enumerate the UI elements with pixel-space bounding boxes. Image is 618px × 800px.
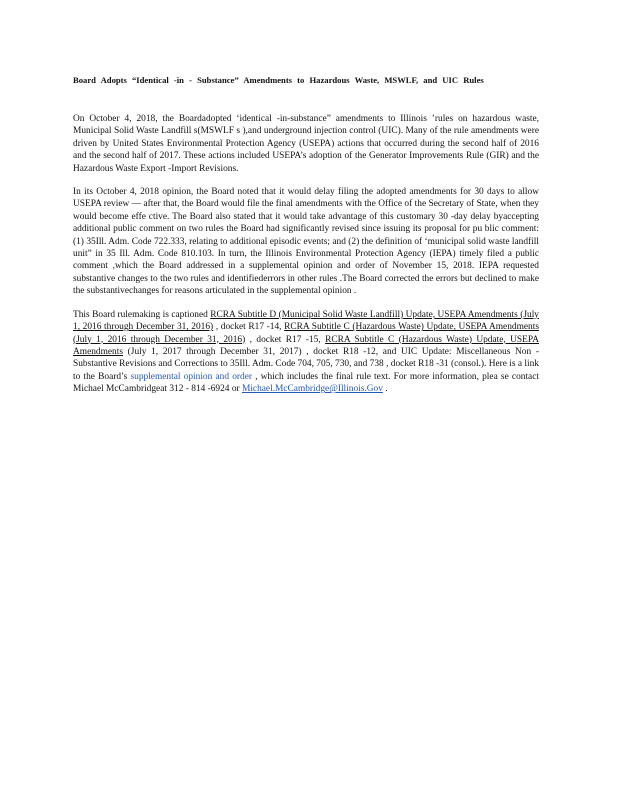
caption-text-1: This Board rulemaking is captioned (73, 309, 211, 320)
docket-r18-12-title: RCRA Subtitle C (Hazardous Waste) Update, USEPA Amendments (73, 334, 539, 357)
email-link[interactable]: Michael.McCambridge@Illinois.Gov (241, 384, 383, 395)
docket-r17-15-title: RCRA Subtitle C (Hazardous Waste) Update, USEPA Amendments (July 1, 2016 through December 31, 2016) (73, 322, 539, 345)
paragraph-opinion: In its October 4, 2018 opinion, the Board noted that it would delay filing the adopted amendments for 30 days to allow USEPA review — after that, the Board would file the final amendments with the Office of the Secretary of State, when they would become effe ctive. The Board also stated that it would take advantage of this customary 30 -day delay byaccepting additional public comment on two rules the Board had significantly revised since issuing its proposal for pu blic comment: (1) 35Ill. Adm. Code 722.333, relating to additional episodic events; and (2) the definition of ‘municipal solid waste landfill unit” in 35 Ill. Adm. Code 810.103. In turn, the Illinois Environmental Protection Agency (IEPA) timely filed a public comment ,which the Board addressed in a supplemental opinion and order of November 15, 2018. IEPA requested substantive changes to the two rules and identifiederrors in other rules .The Board corrected the errors but declined to make the substantivechanges for reasons articulated in the supplemental opinion . (73, 187, 539, 297)
document-body (73, 74, 539, 407)
caption-text-4: (July 1, 2017 through December 31, 2017) , docket R18 -12, and UIC Update: Miscellaneous Non -Substantive Revisions and Corrections to 35Ill. Adm. Code 704, 705, 730, and 738 , docket R18 -31 (consol.). Here is a link to the Board’s (73, 346, 539, 382)
article-heading: Board Adopts “Identical -in - Substance” Amendments to Hazardous Waste, MSWLF, and UIC Rules (73, 75, 484, 85)
docket-r17-14-title: RCRA Subtitle D (Municipal Solid Waste Landfill) Update, USEPA Amendments (July 1, 2016 through December 31, 2016) (73, 309, 539, 333)
supplemental-opinion-link[interactable]: supplemental opinion and order (130, 371, 253, 382)
caption-text-5: , which includes the final rule text. For more information, plea se contact Michael McCambridgeat 312 - 814 -6924 or (73, 371, 539, 395)
caption-text-3: , docket R17 -15, (245, 334, 326, 345)
paragraph-caption (73, 309, 539, 396)
caption-text-6: . (382, 384, 388, 395)
paragraph-intro: On October 4, 2018, the Boardadopted ‘identical -in-substance” amendments to Illinois ’rules on hazardous waste, Municipal Solid Waste Landfill s(MSWLF s ),and underground injection control (UIC). Many of the rule amendments were driven by United States Environmental Protection Agency (USEPA) actions that occurred during the second half of 2016 and the second half of 2017. These actions included USEPA’s adoption of the Generator Improvements Rule (GIR) and the Hazardous Waste Export -Import Revisions. (73, 114, 539, 174)
caption-text-2: , docket R17 -14, (213, 322, 285, 333)
